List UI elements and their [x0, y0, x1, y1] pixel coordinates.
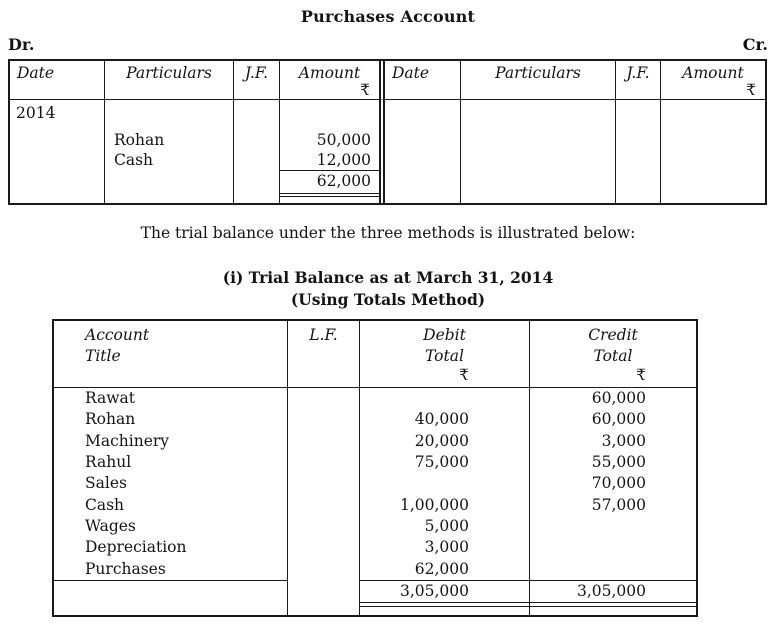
account-name: Sales [85, 474, 127, 493]
spacer [280, 100, 379, 130]
credit-jf-cell [615, 100, 660, 203]
credit-particulars-header: Particulars [460, 61, 615, 100]
ledger-entry-amount: 50,000 [316, 131, 371, 149]
rupee-symbol: ₹ [636, 366, 646, 384]
debit-date-cell: 2014 [16, 104, 56, 122]
debit-total-amount: 62,000 [280, 170, 379, 191]
debit-value [360, 473, 529, 494]
debit-value: 20,000 [414, 431, 469, 450]
account-name: Rawat [85, 389, 136, 407]
rupee-symbol: ₹ [746, 81, 756, 99]
account-name: Rahul [85, 452, 132, 471]
account-name: Cash [85, 495, 125, 514]
credit-total-line2: Total [593, 347, 633, 365]
filler-cell [529, 607, 696, 615]
filler-cell [54, 607, 287, 615]
debit-amount-header [279, 61, 379, 100]
rupee-symbol: ₹ [459, 366, 469, 384]
credit-date-header: Date [379, 61, 460, 100]
credit-value [530, 559, 696, 580]
cr-label: Cr. [742, 35, 768, 54]
credit-value: 3,000 [601, 431, 646, 450]
account-total-cell [54, 580, 287, 602]
debit-date-header: Date [10, 61, 104, 100]
credit-value: 55,000 [591, 452, 646, 471]
account-title-line1: Account [85, 326, 150, 344]
ledger-entry-name: Rohan [114, 131, 165, 149]
trial-balance-heading-line1: (i) Trial Balance as at March 31, 2014 [222, 268, 554, 287]
credit-value [530, 537, 696, 558]
credit-total-column [529, 388, 696, 580]
credit-jf-header: J.F. [615, 61, 660, 100]
debit-total-header [359, 321, 529, 388]
filler-cell [359, 607, 529, 615]
debit-value: 40,000 [414, 410, 469, 429]
account-name: Purchases [85, 559, 166, 578]
account-name: Depreciation [85, 538, 187, 557]
debit-particulars-header: Particulars [104, 61, 233, 100]
lf-total-cell [287, 580, 359, 602]
credit-particulars-cell [460, 100, 615, 203]
credit-value: 60,000 [591, 410, 646, 429]
debit-value: 5,000 [424, 516, 469, 535]
credit-value: 60,000 [591, 389, 646, 407]
credit-amount-header [660, 61, 765, 100]
debit-particulars-cell [104, 100, 233, 203]
ledger-entry-name: Cash [114, 151, 154, 169]
credit-amount-label: Amount [682, 64, 744, 82]
dr-cr-row [8, 35, 768, 54]
credit-date-cell [379, 100, 460, 203]
account-name: Machinery [85, 431, 170, 450]
debit-value [360, 388, 529, 409]
debit-total-column [359, 388, 529, 580]
credit-total-header [529, 321, 696, 388]
account-title-header [54, 321, 287, 388]
trial-balance-table [52, 319, 698, 617]
debit-value: 1,00,000 [399, 495, 469, 514]
debit-total-line1: Debit [423, 326, 466, 344]
debit-value: 3,000 [424, 538, 469, 557]
lf-header: L.F. [287, 321, 359, 388]
debit-value: 75,000 [414, 452, 469, 471]
credit-grand-total: 3,05,000 [529, 580, 696, 602]
debit-value: 62,000 [414, 559, 469, 578]
ledger-entry-amount: 12,000 [316, 151, 371, 169]
account-name: Wages [85, 516, 136, 535]
debit-amount-cell [279, 100, 379, 203]
account-title-column [54, 388, 287, 580]
purchases-account-table [8, 59, 767, 205]
credit-value: 57,000 [591, 495, 646, 514]
debit-jf-cell [233, 100, 279, 203]
double-rule [280, 193, 379, 197]
debit-jf-header: J.F. [233, 61, 279, 100]
dr-label: Dr. [8, 35, 35, 54]
account-title-line2: Title [85, 347, 121, 365]
account-name: Rohan [85, 410, 136, 429]
credit-value [530, 516, 696, 537]
debit-amount-label: Amount [298, 64, 361, 82]
credit-total-line1: Credit [588, 326, 638, 344]
credit-amount-cell [660, 100, 765, 203]
note-text: The trial balance under the three methods is illustrated below: [140, 224, 636, 242]
trial-balance-heading [0, 267, 776, 311]
trial-balance-heading-line2: (Using Totals Method) [290, 290, 486, 309]
debit-grand-total: 3,05,000 [359, 580, 529, 602]
lf-column [287, 388, 359, 580]
rupee-symbol: ₹ [360, 81, 370, 99]
credit-value: 70,000 [591, 474, 646, 493]
filler-cell [287, 607, 359, 615]
page-title: Purchases Account [300, 7, 476, 26]
debit-total-line2: Total [425, 347, 464, 365]
